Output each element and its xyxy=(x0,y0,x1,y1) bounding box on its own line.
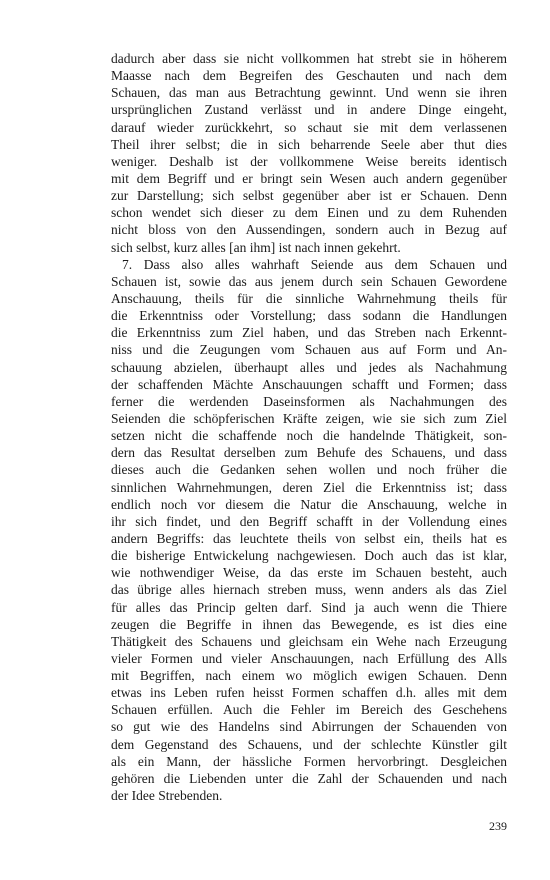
text-line: Seienden die schöpferischen Kräfte zeigen, wie sie sich zum Ziel xyxy=(111,410,507,426)
text-line: zeugen die Begriffe in ihnen das Bewegende, es ist dies eine xyxy=(111,616,507,632)
text-line: sinnlichen Wahrnehmungen, deren Ziel die Erkenntniss ist; dass xyxy=(111,479,507,495)
text-line: etwas ins Leben rufen heisst Formen schaffen d.h. alles mit dem xyxy=(111,685,507,701)
paragraph xyxy=(111,256,507,805)
text-line: Schauen erfüllen. Auch die Fehler im Bereich des Geschehens xyxy=(111,702,507,718)
text-line: Schauen ist, sowie das aus jenem durch sein Schauen Gewordene xyxy=(111,273,507,289)
text-line: die bisherige Entwickelung nachgewiesen. Doch auch das ist klar, xyxy=(111,548,507,564)
text-line: Anschauung, theils für die sinnliche Wahrnehmung theils für xyxy=(111,290,507,306)
text-line: Schauen, das man aus Betrachtung gewinnt. Und wenn sie ihren xyxy=(111,85,507,101)
text-line: darauf wieder zurückkehrt, so schaut sie mit dem verlassenen xyxy=(111,119,507,135)
text-line: zur Darstellung; sich selbst gegenüber aber ist er Schauen. Denn xyxy=(111,188,507,204)
text-line: als ein Mann, der hässliche Formen hervorbringt. Desgleichen xyxy=(111,753,507,769)
text-line: wie nothwendiger Weise, da das erste im Schauen besteht, auch xyxy=(111,565,507,581)
text-line: ferner die werdenden Daseinsformen als Nachahmungen des xyxy=(111,393,507,409)
text-line: dieses auch die Gedanken sehen wollen und noch früher die xyxy=(111,462,507,478)
text-line: die Erkenntniss zum Ziel haben, und das Streben nach Erkennt- xyxy=(111,325,507,341)
text-line: endlich noch vor diesem die Natur die Anschauung, welche in xyxy=(111,496,507,512)
text-line: dern das Resultat derselben zum Behufe des Schauens, und dass xyxy=(111,445,507,461)
text-line: niss und die Zeugungen vom Schauen aus auf Form und An- xyxy=(111,342,507,358)
page-number: 239 xyxy=(489,819,507,833)
text-line: Theil ihrer selbst; die in sich beharrende Seele aber thut dies xyxy=(111,136,507,152)
text-line: für alles das Princip gelten darf. Sind ja auch wenn die Thiere xyxy=(111,599,507,615)
text-line: weniger. Deshalb ist der vollkommene Weise bereits identisch xyxy=(111,153,507,169)
text-line: gehören die Liebenden unter die Zahl der Schauenden und nach xyxy=(111,770,507,786)
text-line: vieler Formen und vieler Anschauungen, nach Erfüllung des Alls xyxy=(111,650,507,666)
text-line: dadurch aber dass sie nicht vollkommen hat strebt sie in höherem xyxy=(111,51,507,66)
text-line: das übrige alles hiernach streben muss, wenn anders als das Ziel xyxy=(111,582,507,598)
text-line: dem Gegenstand des Schauens, und der schlechte Künstler gilt xyxy=(111,736,507,752)
paragraph xyxy=(111,50,507,256)
text-line: andern Begriffs: das leuchtete theils von selbst ein, theils hat es xyxy=(111,530,507,546)
text-line: setzen nicht die schaffende noch die handelnde Thätigkeit, son- xyxy=(111,428,507,444)
text-line: die Erkenntniss oder Vorstellung; dass sodann die Handlungen xyxy=(111,308,507,324)
text-line: ihr sich findet, und den Begriff schafft in der Vollendung eines xyxy=(111,513,507,529)
text-line: ursprünglichen Zustand verlässt und in andere Dinge eingeht, xyxy=(111,102,507,118)
text-line: so gut wie des Handelns sind Abirrungen der Schauenden von xyxy=(111,719,507,735)
body-text xyxy=(111,50,507,804)
text-line: schauung abzielen, überhaupt alles und jedes als Nachahmung xyxy=(111,359,507,375)
text-line: Maasse nach dem Begreifen des Geschauten und nach dem xyxy=(111,68,507,84)
text-line: schon wendet sich dieser zu dem Einen und zu dem Ruhenden xyxy=(111,205,507,221)
text-line: mit Begriffen, nach einem wo möglich ewigen Schauen. Denn xyxy=(111,668,507,684)
text-line: sich selbst, kurz alles [an ihm] ist nach innen gekehrt. xyxy=(111,239,401,255)
text-line: mit dem Begriff und er bringt sein Wesen auch andern gegenüber xyxy=(111,170,507,186)
text-line: nicht bloss von den Aussendingen, sondern auch in Bezug auf xyxy=(111,222,507,238)
text-line: Thätigkeit des Schauens und gleichsam ein Wehe nach Erzeugung xyxy=(111,633,507,649)
text-line: der schaffenden Mächte Anschauungen schafft und Formen; dass xyxy=(111,376,507,392)
text-line: 7. Dass also alles wahrhaft Seiende aus dem Schauen und xyxy=(122,256,507,272)
text-line: der Idee Strebenden. xyxy=(111,788,223,804)
